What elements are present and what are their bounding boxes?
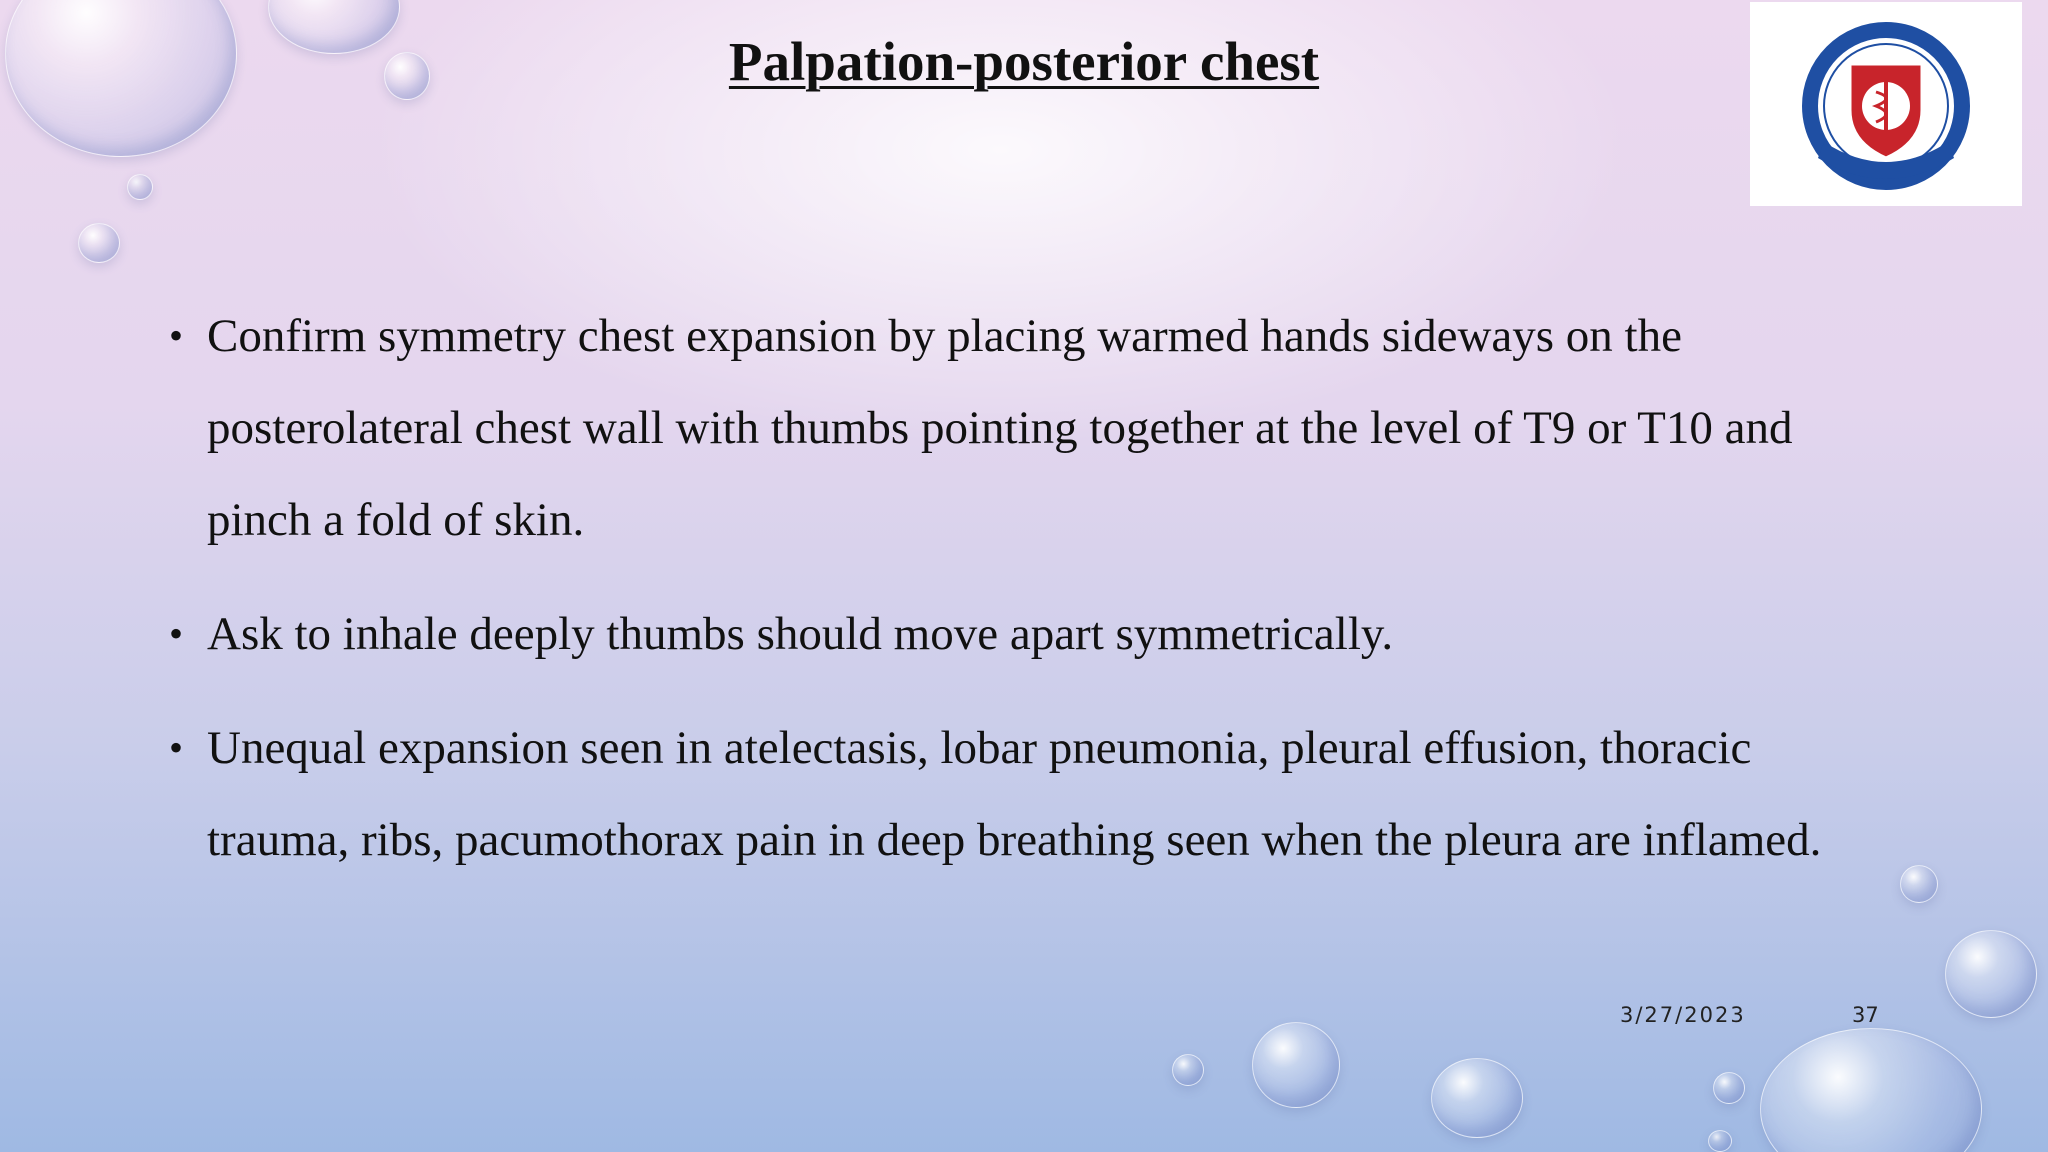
water-droplet-icon [78, 223, 120, 263]
water-droplet-icon [1708, 1130, 1732, 1152]
water-droplet-icon [1431, 1058, 1523, 1138]
slide-date: 3/27/2023 [1620, 1003, 1746, 1027]
water-droplet-icon [1172, 1054, 1204, 1086]
water-droplet-icon [1760, 1028, 1982, 1152]
university-logo [1750, 2, 2022, 206]
bullet-item [165, 702, 1885, 886]
bullet-list [165, 290, 1885, 908]
bullet-text: Unequal expansion seen in atelectasis, lobar pneumonia, pleural effusion, thoracic trauma, ribs, pacumothorax pain in deep breathing seen when the pleura are inflamed. [207, 722, 1822, 866]
bullet-dot-icon: • [169, 611, 184, 656]
water-droplet-icon [127, 174, 153, 200]
bullet-item [165, 588, 1885, 680]
bullet-text: Ask to inhale deeply thumbs should move apart symmetrically. [207, 608, 1394, 660]
water-droplet-icon [1900, 865, 1938, 903]
bullet-dot-icon: • [169, 313, 184, 358]
slide-page-number: 37 [1852, 1003, 1879, 1027]
bullet-text: Confirm symmetry chest expansion by placing warmed hands sideways on the posterolateral chest wall with thumbs pointing together at the level of T9 or T10 and pinch a fold of skin. [207, 310, 1793, 546]
water-droplet-icon [1945, 930, 2037, 1018]
university-crest-icon [1750, 2, 2022, 206]
water-droplet-icon [1252, 1022, 1340, 1108]
bullet-dot-icon: • [169, 725, 184, 770]
bullet-item [165, 290, 1885, 566]
water-droplet-icon [1713, 1072, 1745, 1104]
slide-title: Palpation-posterior chest [728, 31, 1320, 92]
